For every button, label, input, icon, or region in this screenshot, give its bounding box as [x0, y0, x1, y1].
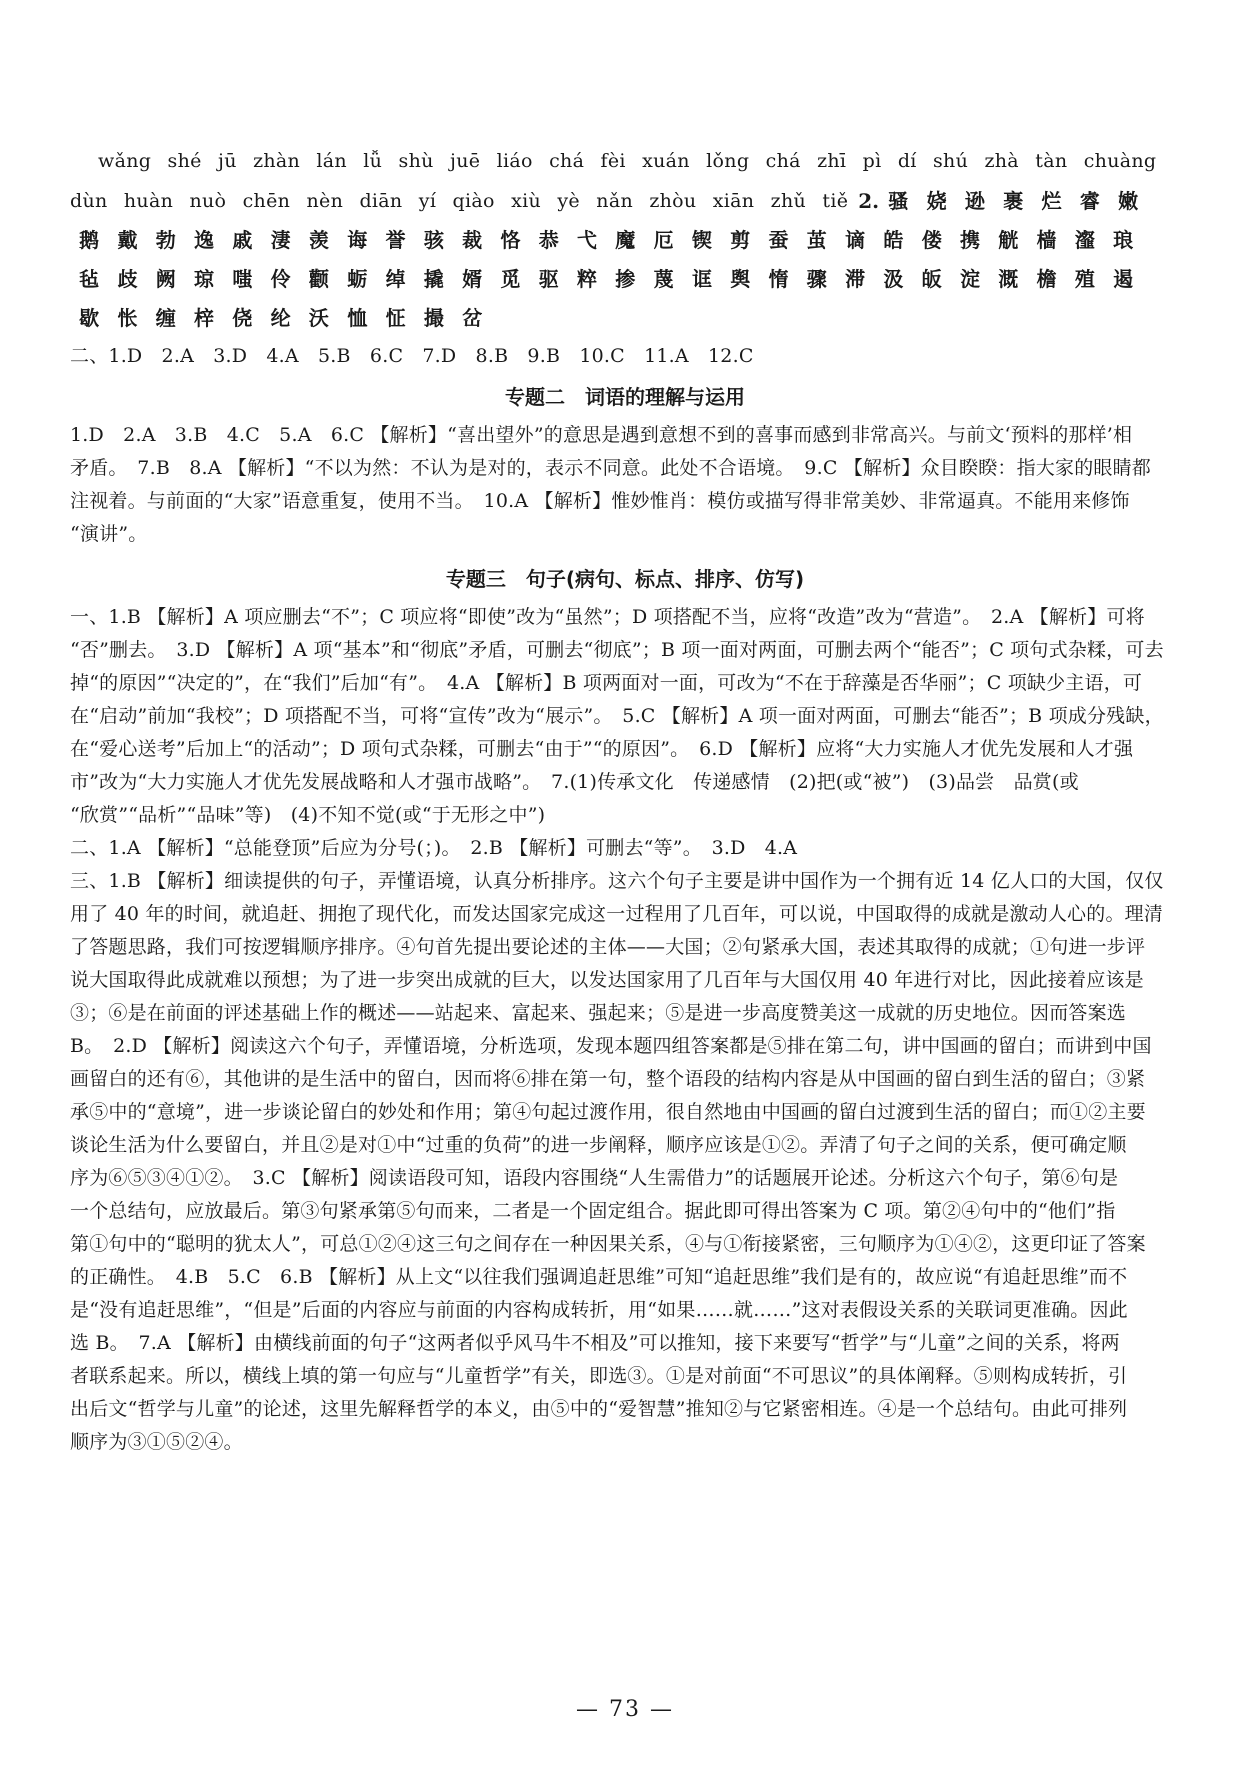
text-line: B。 2.D 【解析】阅读这六个句子，弄懂语境，分析选项，发现本题四组答案都是⑤排在第二句，讲中国画的留白；而讲到中国 — [70, 1035, 1152, 1057]
hanzi-char: 嫩 — [1118, 189, 1139, 213]
hanzi-char: 檐 — [1036, 267, 1057, 291]
hanzi-char: 烂 — [1041, 189, 1062, 213]
hanzi-char: 沃 — [308, 306, 329, 330]
hanzi-char: 觥 — [998, 228, 1019, 252]
hanzi-char: 岔 — [462, 306, 483, 330]
section3-body — [70, 601, 1180, 1459]
hanzi-char: 怅 — [117, 306, 138, 330]
hanzi-char: 诲 — [347, 228, 368, 252]
hanzi-char: 恪 — [500, 228, 521, 252]
hanzi-char: 誉 — [385, 228, 406, 252]
hanzi-char: 毡 — [79, 267, 100, 291]
hanzi-char: 蔑 — [653, 267, 674, 291]
hanzi-char: 纶 — [270, 306, 291, 330]
hanzi-char: 皓 — [883, 228, 904, 252]
text-line: 者联系起来。所以，横线上填的第一句应与“儿童哲学”有关，即选③。①是对前面“不可思议”的具体阐释。⑤则构成转折，引 — [70, 1365, 1128, 1387]
hanzi-char: 琼 — [194, 267, 215, 291]
hanzi-char: 缠 — [155, 306, 176, 330]
hanzi-char: 厄 — [653, 228, 674, 252]
text-line: 出后文“哲学与儿童”的论述，这里先解释哲学的本义，由⑤中的“爱智慧”推知②与它紧密相连。④是一个总结句。由此可排列 — [70, 1398, 1128, 1420]
hanzi-char: 瀣 — [1074, 228, 1095, 252]
hanzi-char: 掺 — [615, 267, 636, 291]
hanzi-char: 弋 — [577, 228, 597, 252]
hanzi-char: 恭 — [538, 228, 559, 252]
hanzi-char: 歇 — [79, 306, 100, 330]
page-number: — 73 — — [576, 1697, 674, 1722]
hanzi-char: 舆 — [730, 267, 751, 291]
section2-body — [70, 419, 1180, 551]
hanzi-char: 皈 — [921, 267, 942, 291]
hanzi-char: 梓 — [194, 306, 215, 330]
text-line: “欣赏”“品析”“品味”等) (4)不知不觉(或“于无形之中”) — [70, 804, 546, 826]
text-line: 掉“的原因”“决定的”，在“我们”后加“有”。 4.A 【解析】B 项两面对一面，可改为“不在于辞藻是否华丽”；C 项缺少主语，可 — [70, 672, 1143, 694]
hanzi-char: 歧 — [117, 267, 138, 291]
hanzi-char: 剪 — [730, 228, 751, 252]
hanzi-char: 樯 — [1036, 228, 1057, 252]
text-line: 矛盾。 7.B 8.A 【解析】“不以为然：不认为是对的，表示不同意。此处不合语境。 9.C 【解析】众目睽睽：指大家的眼睛都 — [70, 457, 1152, 479]
text-line: 一个总结句，应放最后。第③句紧承第⑤句而来，二者是一个固定组合。据此即可得出答案为 C 项。第②④句中的“他们”指 — [70, 1200, 1116, 1222]
text-line: 的正确性。 4.B 5.C 6.B 【解析】从上文“以往我们强调追赶思维”可知“追赶思维”我们是有的，故应说“有追赶思维”而不 — [70, 1266, 1128, 1288]
hanzi-char: 阙 — [155, 267, 176, 291]
hanzi-char: 娆 — [926, 189, 947, 213]
text-line: 三、1.B 【解析】细读提供的句子，弄懂语境，认真分析排序。这六个句子主要是讲中国作为一个拥有近 14 亿人口的大国，仅仅 — [70, 870, 1164, 892]
hanzi-char: 撮 — [423, 306, 444, 330]
text-line: 二、1.A 【解析】“总能登顶”后应为分号(；)。 2.B 【解析】可删去“等”。 3.D 4.A — [70, 837, 798, 859]
text-line: 顺序为③①⑤②④。 — [70, 1431, 243, 1453]
hanzi-char: 侥 — [232, 306, 253, 330]
hanzi-char: 滞 — [845, 267, 866, 291]
hanzi-char: 逸 — [194, 228, 215, 252]
hanzi-char: 骇 — [423, 228, 444, 252]
text-line: 一、1.B 【解析】A 项应删去“不”；C 项应将“即使”改为“虽然”；D 项搭配不当，应将“改造”改为“营造”。 2.A 【解析】可将 — [70, 606, 1145, 628]
part2-answers: 二、1.D 2.A 3.D 4.A 5.B 6.C 7.D 8.B 9.B 10.C 11.A 12.C — [70, 345, 754, 367]
text-line: 第①句中的“聪明的犹太人”，可总①②④这三句之间存在一种因果关系，④与①衔接紧密，三句顺序为①④②，这更印证了答案 — [70, 1233, 1146, 1255]
pinyin-line-1: wǎng shé jū zhàn lán lǚ shù juē liáo chá fèi xuán lǒng chá zhī pì dí shú zhà tàn chuàng — [98, 150, 1157, 172]
hanzi-char: 偻 — [921, 228, 942, 252]
text-line: 用了 40 年的时间，就追赶、拥抱了现代化，而发达国家完成这一过程用了几百年，可以说，中国取得的成就是激动人心的。理清 — [70, 903, 1164, 925]
text-line: 1.D 2.A 3.B 4.C 5.A 6.C 【解析】“喜出望外”的意思是遇到意想不到的喜事而感到非常高兴。与前文‘预料的那样’相 — [70, 424, 1133, 446]
text-line: 注视着。与前面的“大家”语意重复，使用不当。 10.A 【解析】惟妙惟肖：模仿或描写得非常美妙、非常逼真。不能用来修饰 — [70, 490, 1130, 512]
hanzi-char: 携 — [959, 228, 980, 252]
hanzi-char: 淀 — [959, 267, 980, 291]
text-line: “演讲”。 — [70, 523, 148, 545]
answer-page — [70, 140, 1180, 1459]
hanzi-answer-block — [70, 182, 1180, 338]
hanzi-char: 蛎 — [347, 267, 368, 291]
pinyin-line-2: dùn huàn nuò chēn nèn diān yí qiào xiù yè nǎn zhòu xiān zhǔ tiě — [70, 190, 849, 212]
hanzi-char: 谪 — [845, 228, 866, 252]
hanzi-char: 溉 — [998, 267, 1019, 291]
hanzi-char: 裹 — [1003, 189, 1024, 213]
text-line: ③；⑥是在前面的评述基础上作的概述——站起来、富起来、强起来；⑤是进一步高度赞美这一成就的历史地位。因而答案选 — [70, 1002, 1127, 1024]
hanzi-char: 粹 — [577, 267, 597, 291]
hanzi-char: 怔 — [385, 306, 406, 330]
hanzi-char: 颧 — [308, 267, 329, 291]
hanzi-char: 羡 — [308, 228, 329, 252]
hanzi-char: 遏 — [1113, 267, 1134, 291]
q2-label: 2. — [858, 189, 880, 213]
hanzi-char: 嗤 — [232, 267, 253, 291]
hanzi-char: 裁 — [462, 228, 483, 252]
hanzi-char: 骤 — [806, 267, 827, 291]
hanzi-char: 淒 — [270, 228, 291, 252]
hanzi-char: 戴 — [117, 228, 138, 252]
text-line: 画留白的还有⑥，其他讲的是生活中的留白，因而将⑥排在第一句，整个语段的结构内容是从中国画的留白到生活的留白；③紧 — [70, 1068, 1146, 1090]
text-line: 市”改为“大力实施人才优先发展战略和人才强市战略”。 7.(1)传承文化 传递感情 (2)把(或“被”) (3)品尝 品赏(或 — [70, 771, 1079, 793]
text-line: 在“爱心送考”后加上“的活动”；D 项句式杂糅，可删去“由于”“的原因”。 6.D 【解析】应将“大力实施人才优先发展和人才强 — [70, 738, 1134, 760]
text-line: 在“启动”前加“我校”；D 项搭配不当，可将“宣传”改为“展示”。 5.C 【解析】A 项一面对两面，可删去“能否”；B 项成分残缺， — [70, 705, 1164, 727]
hanzi-char: 撬 — [423, 267, 444, 291]
section2-title: 专题二 词语的理解与运用 — [505, 385, 745, 409]
hanzi-char: 勃 — [155, 228, 176, 252]
hanzi-char: 骚 — [888, 189, 909, 213]
hanzi-char: 汲 — [883, 267, 904, 291]
hanzi-char: 殖 — [1074, 267, 1095, 291]
text-line: 谈论生活为什么要留白，并且②是对①中“过重的负荷”的进一步阐释，顺序应该是①②。弄清了句子之间的关系，便可确定顺 — [70, 1134, 1127, 1156]
text-line: 选 B。 7.A 【解析】由横线前面的句子“这两者似乎风马牛不相及”可以推知，接下来要写“哲学”与“儿童”之间的关系，将两 — [70, 1332, 1120, 1354]
hanzi-char: 锲 — [691, 228, 712, 252]
hanzi-char: 逊 — [964, 189, 985, 213]
hanzi-char: 惰 — [768, 267, 789, 291]
section3-title: 专题三 句子(病句、标点、排序、仿写) — [445, 567, 805, 591]
hanzi-char: 茧 — [806, 228, 827, 252]
text-line: 了答题思路，我们可按逻辑顺序排序。④句首先提出要论述的主体——大国；②句紧承大国，表述其取得的成就；①句进一步评 — [70, 936, 1146, 958]
hanzi-char: 诓 — [691, 267, 712, 291]
hanzi-char: 伶 — [270, 267, 291, 291]
hanzi-char: 婿 — [462, 267, 483, 291]
text-line: 序为⑥⑤③④①②。 3.C 【解析】阅读语段可知，语段内容围绕“人生需借力”的话题展开论述。分析这六个句子，第⑥句是 — [70, 1167, 1119, 1189]
hanzi-char: 绰 — [385, 267, 406, 291]
text-line: 说大国取得此成就难以预想；为了进一步突出成就的巨大，以发达国家用了几百年与大国仅用 40 年进行对比，因此接着应该是 — [70, 969, 1144, 991]
hanzi-char: 魔 — [615, 228, 636, 252]
text-line: “否”删去。 3.D 【解析】A 项“基本”和“彻底”矛盾，可删去“彻底”；B 项一面对两面，可删去两个“能否”；C 项句式杂糅，可去 — [70, 639, 1164, 661]
hanzi-char: 驱 — [538, 267, 559, 291]
text-line: 是“没有追赶思维”，“但是”后面的内容应与前面的内容构成转折，用“如果……就……”这对表假设关系的关联词更准确。因此 — [70, 1299, 1128, 1321]
hanzi-char: 鹅 — [79, 228, 100, 252]
hanzi-char: 琅 — [1113, 228, 1134, 252]
hanzi-char: 恤 — [347, 306, 368, 330]
hanzi-char: 睿 — [1079, 189, 1100, 213]
hanzi-char: 戚 — [232, 228, 253, 252]
hanzi-char: 蚕 — [768, 228, 789, 252]
hanzi-char: 觅 — [500, 267, 521, 291]
text-line: 承⑤中的“意境”，进一步谈论留白的妙处和作用；第④句起过渡作用，很自然地由中国画的留白过渡到生活的留白；而①②主要 — [70, 1101, 1146, 1123]
